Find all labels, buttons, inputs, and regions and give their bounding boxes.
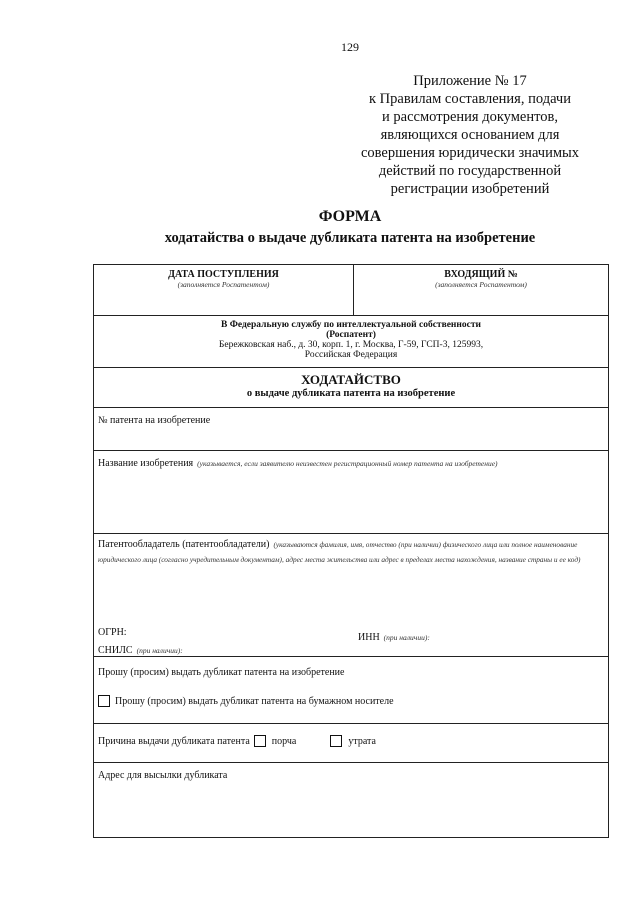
addressee-country: Российская Федерация xyxy=(304,350,398,360)
appendix-line: совершения юридически значимых xyxy=(360,145,580,161)
appendix-line: и рассмотрения документов, xyxy=(382,109,558,125)
paper-copy-label: Прошу (просим) выдать дубликат патента на бумажном носителе xyxy=(115,695,394,707)
appendix-line: действий по государственной xyxy=(378,163,562,179)
damage-checkbox[interactable] xyxy=(254,735,266,747)
damage-label: порча xyxy=(271,735,297,747)
form-subtitle: ходатайства о выдаче дубликата патента на изобретение xyxy=(164,230,536,246)
incoming-number-label: ВХОДЯЩИЙ № xyxy=(444,269,518,280)
date-received-cell[interactable] xyxy=(94,265,354,315)
patent-holder-label: Патентообладатель (патентообладатели) xyxy=(98,539,270,550)
loss-label: утрата xyxy=(348,735,376,747)
date-received-note: (заполняется Роспатентом) xyxy=(177,280,270,289)
appendix-line: регистрации изобретений xyxy=(390,181,550,197)
petition-title: ХОДАТАЙСТВО xyxy=(301,372,401,387)
patent-holder-note: (указываются фамилия, имя, отчество (при наличии) физического лица или полное наименование юридического лица (согласно учредительным документам), адрес места жительства или адрес в пределах места нахождения, название страны и ее код) xyxy=(98,540,581,564)
appendix-line: являющихся основанием для xyxy=(380,127,560,143)
paper-copy-checkbox[interactable] xyxy=(98,695,110,707)
loss-checkbox[interactable] xyxy=(330,735,342,747)
incoming-number-cell[interactable] xyxy=(354,265,608,319)
request-line: Прошу (просим) выдать дубликат патента на изобретение xyxy=(98,667,345,678)
snils-label: СНИЛС xyxy=(98,645,133,656)
addressee-row xyxy=(94,316,608,368)
snils-note: (при наличии): xyxy=(136,646,183,655)
addressee-street: Бережковская наб., д. 30, корп. 1, г. Москва, Г-59, ГСП-3, 125993, xyxy=(218,340,484,350)
petition-subtitle: о выдаче дубликата патента на изобретение xyxy=(246,388,456,399)
patent-number-field[interactable] xyxy=(94,408,608,451)
inn-note: (при наличии): xyxy=(383,633,430,642)
reason-label: Причина выдачи дубликата патента xyxy=(98,735,250,747)
petition-form xyxy=(93,264,609,838)
patent-holder-field[interactable] xyxy=(94,534,608,657)
address-field[interactable] xyxy=(94,763,608,837)
addressee-short: (Роспатент) xyxy=(326,330,376,340)
appendix-block xyxy=(350,72,590,198)
header-row xyxy=(94,265,608,316)
appendix-title: Приложение № 17 xyxy=(413,73,527,89)
date-received-label: ДАТА ПОСТУПЛЕНИЯ xyxy=(168,269,279,280)
ogrn-label: ОГРН: xyxy=(98,627,127,638)
form-title: ФОРМА xyxy=(318,208,382,225)
invention-name-note: (указывается, если заявителю неизвестен регистрационный номер патента на изобретение) xyxy=(197,459,498,468)
inn-label: ИНН xyxy=(358,632,380,643)
invention-name-label: Название изобретения xyxy=(98,458,194,469)
address-label: Адрес для высылки дубликата xyxy=(98,770,228,781)
patent-number-label: № патента на изобретение xyxy=(98,415,211,426)
reason-row xyxy=(94,724,608,763)
incoming-number-note: (заполняется Роспатентом) xyxy=(435,280,527,289)
invention-name-field[interactable] xyxy=(94,451,608,534)
addressee-org: В Федеральную службу по интеллектуальной собственности xyxy=(221,320,481,330)
request-row xyxy=(94,657,608,724)
appendix-line: к Правилам составления, подачи xyxy=(369,91,571,107)
petition-title-row xyxy=(94,368,608,408)
page-number: 129 xyxy=(341,40,359,54)
